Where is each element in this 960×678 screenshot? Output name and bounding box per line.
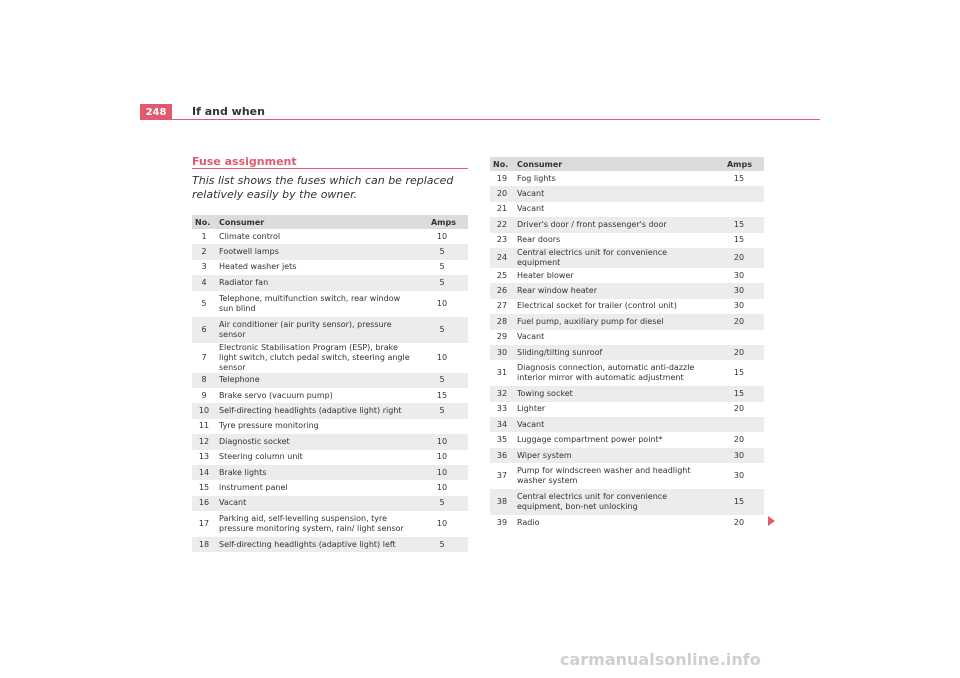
amperage: 15 [714, 217, 764, 232]
amperage: 20 [733, 517, 745, 527]
consumer-name: Central electrics unit for convenience equipment [514, 248, 714, 268]
table-row [192, 244, 468, 259]
consumer-name: instrument panel [219, 482, 288, 492]
consumer-name: Pump for windscreen washer and headlight washer system [517, 466, 691, 486]
fuse-number: 1 [201, 231, 207, 241]
consumer-name: Heated washer jets [219, 262, 297, 272]
fuse-number: 29 [496, 332, 508, 342]
amperage: 10 [436, 452, 448, 462]
amperage: 30 [733, 301, 745, 311]
fuse-table-left [192, 215, 468, 552]
fuse-number: 6 [192, 317, 216, 343]
amperage: 10 [436, 352, 448, 362]
table-row [490, 417, 764, 432]
table-row [490, 202, 764, 217]
fuse-number: 11 [198, 421, 210, 431]
fuse-number: 19 [496, 173, 508, 183]
fuse-number: 28 [490, 314, 514, 329]
consumer-name: Tyre pressure monitoring [219, 421, 319, 431]
amperage: 15 [733, 368, 745, 378]
consumer-name: Radio [517, 517, 540, 527]
table-row [192, 343, 468, 373]
consumer-name: Fog lights [517, 173, 556, 183]
table-row [490, 489, 764, 515]
table-row [192, 317, 468, 343]
fuse-number: 14 [192, 465, 216, 480]
fuse-number: 22 [490, 217, 514, 232]
fuse-number: 33 [496, 404, 508, 414]
consumer-name: Air conditioner (air purity sensor), pressure sensor [216, 317, 416, 343]
amperage: 20 [733, 404, 745, 414]
section-intro: This list shows the fuses which can be replaced relatively easily by the owner. [192, 174, 454, 201]
consumer-name: Brake servo (vacuum pump) [219, 390, 333, 400]
consumer-name: Self-directing headlights (adaptive light) left [216, 537, 416, 552]
amperage: 15 [714, 386, 764, 401]
column-header-consumer: Consumer [514, 157, 714, 171]
column-header-amps: Amps [416, 215, 468, 229]
table-row [192, 229, 468, 244]
section-title: Fuse assignment [192, 155, 297, 168]
amperage [714, 186, 764, 201]
table-row [192, 291, 468, 317]
fuse-number: 4 [192, 275, 216, 290]
amperage: 5 [416, 537, 468, 552]
fuse-number: 8 [192, 373, 216, 388]
fuse-number: 15 [198, 482, 210, 492]
table-row [192, 434, 468, 449]
fuse-number: 10 [192, 403, 216, 418]
consumer-name: Diagnosis connection, automatic anti-dazzle interior mirror with automatic adjustment [517, 363, 695, 383]
consumer-name: Rear doors [517, 235, 561, 245]
fuse-number: 24 [490, 248, 514, 268]
fuse-number: 13 [198, 452, 210, 462]
amperage [714, 417, 764, 432]
consumer-name: Telephone, multifunction switch, rear window sun blind [219, 293, 401, 313]
consumer-name: Lighter [517, 404, 546, 414]
amperage: 30 [714, 448, 764, 463]
amperage: 5 [416, 496, 468, 511]
table-row [192, 275, 468, 290]
fuse-table-right-body [490, 171, 764, 531]
amperage: 5 [416, 373, 468, 388]
consumer-name: Wiper system [514, 448, 714, 463]
table-row [490, 299, 764, 314]
table-row [490, 463, 764, 489]
fuse-table-left-body [192, 229, 468, 552]
amperage: 30 [733, 270, 745, 280]
consumer-name: Fuel pump, auxiliary pump for diesel [514, 314, 714, 329]
table-row [192, 465, 468, 480]
table-row [490, 233, 764, 248]
amperage: 5 [416, 403, 468, 418]
fuse-number: 31 [496, 368, 508, 378]
fuse-number: 32 [490, 386, 514, 401]
consumer-name: Heater blower [517, 270, 574, 280]
consumer-name: Vacant [216, 496, 416, 511]
consumer-name: Luggage compartment power point* [517, 435, 663, 445]
consumer-name: Vacant [517, 204, 545, 214]
watermark: carmanualsonline.info [560, 650, 761, 669]
amperage: 5 [416, 275, 468, 290]
fuse-number: 21 [496, 204, 508, 214]
amperage: 15 [714, 489, 764, 515]
fuse-number: 39 [496, 517, 508, 527]
amperage [714, 202, 764, 217]
table-row [490, 217, 764, 232]
table-row [490, 360, 764, 386]
column-header-no: No. [490, 157, 514, 171]
fuse-number: 3 [201, 262, 207, 272]
table-row [192, 260, 468, 275]
arrow-right-icon[interactable] [768, 516, 775, 526]
table-row [490, 268, 764, 283]
fuse-table-right [490, 157, 764, 531]
consumer-name: Rear window heater [514, 283, 714, 298]
fuse-number: 37 [496, 471, 508, 481]
table-row [192, 537, 468, 552]
table-row [490, 171, 764, 186]
fuse-number: 26 [490, 283, 514, 298]
consumer-name: Footwell lamps [216, 244, 416, 259]
amperage: 20 [714, 314, 764, 329]
consumer-name: Central electrics unit for convenience equipment, bon-net unlocking [514, 489, 714, 515]
fuse-number: 27 [496, 301, 508, 311]
fuse-number: 34 [490, 417, 514, 432]
consumer-name: Towing socket [514, 386, 714, 401]
table-row [192, 419, 468, 434]
amperage: 20 [733, 435, 745, 445]
table-row [490, 448, 764, 463]
table-row [490, 283, 764, 298]
amperage: 5 [439, 262, 445, 272]
column-header-no: No. [192, 215, 216, 229]
amperage: 15 [733, 235, 745, 245]
fuse-number: 17 [198, 519, 210, 529]
amperage: 5 [416, 244, 468, 259]
amperage: 30 [714, 283, 764, 298]
amperage: 10 [436, 298, 448, 308]
consumer-name: Vacant [517, 332, 545, 342]
table-row [192, 450, 468, 465]
consumer-name: Climate control [219, 231, 281, 241]
table-row [490, 345, 764, 360]
table-row [490, 330, 764, 345]
table-row [192, 403, 468, 418]
table-row [490, 432, 764, 447]
table-row [490, 386, 764, 401]
table-row [490, 186, 764, 201]
consumer-name: Driver's door / front passenger's door [514, 217, 714, 232]
table-row [192, 388, 468, 403]
fuse-number: 23 [496, 235, 508, 245]
consumer-name: Parking aid, self-levelling suspension, tyre pressure monitoring system, rain/ light sensor [219, 514, 404, 534]
fuse-number: 2 [192, 244, 216, 259]
amperage [714, 330, 764, 345]
table-row [192, 373, 468, 388]
amperage: 10 [416, 434, 468, 449]
table-row [192, 496, 468, 511]
chapter-title: If and when [192, 105, 265, 118]
fuse-number: 38 [490, 489, 514, 515]
column-header-amps: Amps [714, 157, 764, 171]
fuse-number: 7 [201, 352, 207, 362]
amperage: 10 [436, 231, 448, 241]
consumer-name: Diagnostic socket [216, 434, 416, 449]
fuse-number: 20 [490, 186, 514, 201]
table-row [490, 402, 764, 417]
fuse-number: 9 [201, 390, 207, 400]
amperage [416, 419, 468, 434]
table-row [490, 248, 764, 268]
fuse-number: 12 [192, 434, 216, 449]
consumer-name: Electronic Stabilisation Program (ESP), brake light switch, clutch pedal switch, steering angle sensor [219, 342, 410, 372]
amperage: 5 [416, 317, 468, 343]
fuse-number: 5 [201, 298, 207, 308]
consumer-name: Steering column unit [219, 452, 303, 462]
fuse-number: 25 [496, 270, 508, 280]
amperage: 20 [714, 248, 764, 268]
fuse-number: 16 [192, 496, 216, 511]
amperage: 30 [733, 471, 745, 481]
consumer-name: Radiator fan [216, 275, 416, 290]
fuse-number: 35 [496, 435, 508, 445]
consumer-name: Electrical socket for trailer (control unit) [517, 301, 677, 311]
page-number: 248 [140, 104, 172, 120]
consumer-name: Vacant [514, 417, 714, 432]
section-divider [192, 168, 468, 169]
amperage: 15 [436, 390, 448, 400]
amperage: 10 [436, 482, 448, 492]
amperage: 10 [436, 519, 448, 529]
fuse-number: 36 [490, 448, 514, 463]
table-row [192, 480, 468, 495]
consumer-name: Vacant [514, 186, 714, 201]
column-header-consumer: Consumer [216, 215, 416, 229]
amperage: 20 [714, 345, 764, 360]
header-divider [140, 119, 820, 120]
amperage: 10 [416, 465, 468, 480]
table-row [490, 515, 764, 530]
fuse-number: 18 [192, 537, 216, 552]
consumer-name: Telephone [216, 373, 416, 388]
consumer-name: Sliding/tilting sunroof [514, 345, 714, 360]
consumer-name: Brake lights [216, 465, 416, 480]
table-row [192, 511, 468, 537]
table-row [490, 314, 764, 329]
amperage: 15 [733, 173, 745, 183]
fuse-number: 30 [490, 345, 514, 360]
consumer-name: Self-directing headlights (adaptive light) right [216, 403, 416, 418]
